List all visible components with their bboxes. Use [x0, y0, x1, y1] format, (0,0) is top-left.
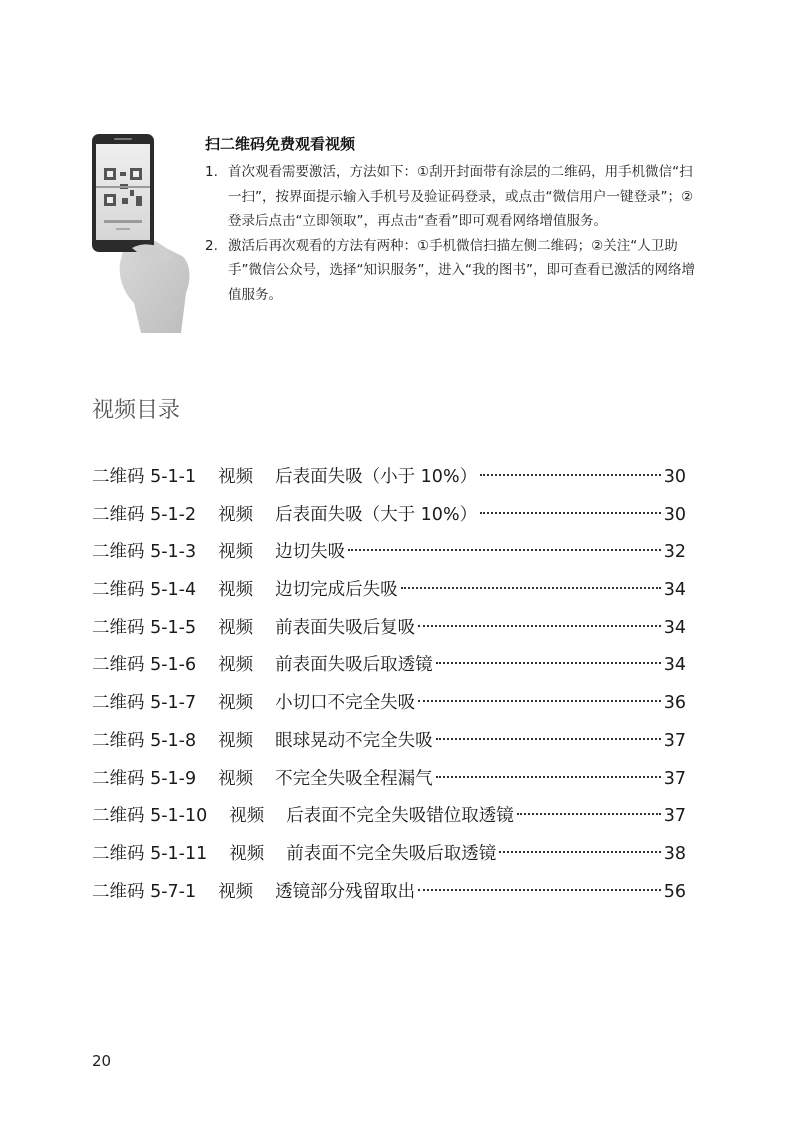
- toc-entry-page: 34: [663, 580, 686, 601]
- toc-entry-page: 38: [663, 843, 686, 864]
- toc-entry-page: 37: [663, 768, 686, 789]
- intro-item: [205, 234, 695, 308]
- intro-item-text: 激活后再次观看的方法有两种：①手机微信扫描左侧二维码；②关注“人卫助手”微信公众号，选择“知识服务”，进入“我的图书”，即可查看已激活的网络增值服务。: [228, 237, 695, 303]
- toc-entry-title: 前表面失吸后复吸: [275, 617, 416, 638]
- toc-entry-title: 前表面失吸后取透镜: [275, 655, 433, 676]
- toc-entry[interactable]: [92, 651, 686, 689]
- toc-entry-code: 二维码 5-1-11: [92, 843, 208, 864]
- toc-entry-page: 56: [663, 881, 686, 902]
- toc-entry-code: 二维码 5-1-8: [92, 730, 197, 751]
- toc-entry-page: 34: [663, 617, 686, 638]
- intro-item-number: 1.: [205, 164, 218, 180]
- toc-entry-title: 不完全失吸全程漏气: [275, 768, 433, 789]
- intro-item-number: 2.: [205, 237, 218, 254]
- toc-leader-dots: [348, 549, 661, 551]
- toc-entry-type: 视频: [229, 843, 265, 864]
- toc-entry-type: 视频: [218, 768, 254, 789]
- toc-entry-code: 二维码 5-1-1: [92, 467, 197, 487]
- intro-title: 扫二维码免费观看视频: [205, 135, 356, 153]
- toc-entry-code: 二维码 5-1-7: [92, 693, 197, 714]
- toc-entry-page: 30: [663, 467, 686, 487]
- toc-entry-page: 37: [663, 730, 686, 751]
- toc-entry[interactable]: [92, 614, 686, 652]
- toc-entry[interactable]: [92, 840, 686, 878]
- toc-entry-code: 二维码 5-1-3: [92, 542, 197, 563]
- intro-item: [205, 160, 695, 234]
- toc-entry-title: 后表面失吸（小于 10%）: [275, 467, 478, 487]
- toc-leader-dots: [418, 889, 661, 891]
- phone-scanning-qr-icon: [86, 128, 196, 333]
- toc-entry-title: 边切完成后失吸: [275, 580, 398, 601]
- toc-leader-dots: [436, 776, 661, 778]
- toc-leader-dots: [436, 738, 661, 740]
- toc-entry-type: 视频: [218, 617, 254, 638]
- toc-entry-code: 二维码 5-1-10: [92, 806, 208, 827]
- toc-entry-code: 二维码 5-7-1: [92, 881, 197, 902]
- toc-entry-type: 视频: [218, 542, 254, 563]
- toc-entry[interactable]: [92, 538, 686, 576]
- toc-leader-dots: [418, 625, 661, 627]
- intro-section: [205, 134, 695, 307]
- toc-entry-code: 二维码 5-1-6: [92, 655, 197, 676]
- toc-entry-type: 视频: [218, 580, 254, 601]
- toc-entry-title: 前表面不完全失吸后取透镜: [286, 843, 497, 864]
- toc-leader-dots: [480, 512, 661, 514]
- toc-entry[interactable]: [92, 501, 686, 539]
- toc-entry[interactable]: [92, 463, 686, 501]
- toc-leader-dots: [401, 587, 661, 589]
- toc-entry-page: 37: [663, 806, 686, 827]
- toc-entry-title: 小切口不完全失吸: [275, 693, 416, 714]
- toc-heading: 视频目录: [92, 398, 181, 423]
- toc-entry-page: 34: [663, 655, 686, 676]
- toc-entry-code: 二维码 5-1-9: [92, 768, 197, 789]
- toc-entry[interactable]: [92, 878, 686, 916]
- toc-entry[interactable]: [92, 727, 686, 765]
- toc-entry-code: 二维码 5-1-5: [92, 617, 197, 638]
- toc-entry-code: 二维码 5-1-2: [92, 504, 197, 525]
- toc-entry-title: 边切失吸: [275, 542, 346, 563]
- intro-item-text: 首次观看需要激活，方法如下：①刮开封面带有涂层的二维码，用手机微信“扫一扫”，按界面提示输入手机号及验证码登录，或点击“微信用户一键登录”；②登录后点击“立即领取”，再点击“查看”即可观看网络增值服务。: [228, 164, 694, 229]
- toc-entry-type: 视频: [218, 504, 254, 525]
- toc-leader-dots: [436, 662, 661, 664]
- toc-entry-page: 32: [663, 542, 686, 563]
- toc-entry-type: 视频: [218, 467, 254, 487]
- toc-entry-title: 透镜部分残留取出: [275, 881, 416, 902]
- toc-leader-dots: [517, 813, 661, 815]
- toc-leader-dots: [418, 700, 661, 702]
- toc-entry-page: 30: [663, 504, 686, 525]
- toc-entry-type: 视频: [218, 655, 254, 676]
- toc-entry-code: 二维码 5-1-4: [92, 580, 197, 601]
- toc-entry[interactable]: [92, 802, 686, 840]
- toc-entry[interactable]: [92, 765, 686, 803]
- page-number: 20: [92, 1052, 112, 1070]
- toc-list: [92, 463, 686, 915]
- toc-entry[interactable]: [92, 576, 686, 614]
- toc-leader-dots: [499, 851, 660, 853]
- toc-entry-type: 视频: [218, 730, 254, 751]
- toc-leader-dots: [480, 474, 661, 476]
- toc-entry[interactable]: [92, 689, 686, 727]
- toc-entry-type: 视频: [218, 881, 254, 902]
- toc-entry-page: 36: [663, 693, 686, 714]
- toc-entry-title: 后表面失吸（大于 10%）: [275, 504, 478, 525]
- toc-entry-type: 视频: [218, 693, 254, 714]
- toc-entry-title: 后表面不完全失吸错位取透镜: [286, 806, 514, 827]
- toc-entry-title: 眼球晃动不完全失吸: [275, 730, 433, 751]
- toc-entry-type: 视频: [229, 806, 265, 827]
